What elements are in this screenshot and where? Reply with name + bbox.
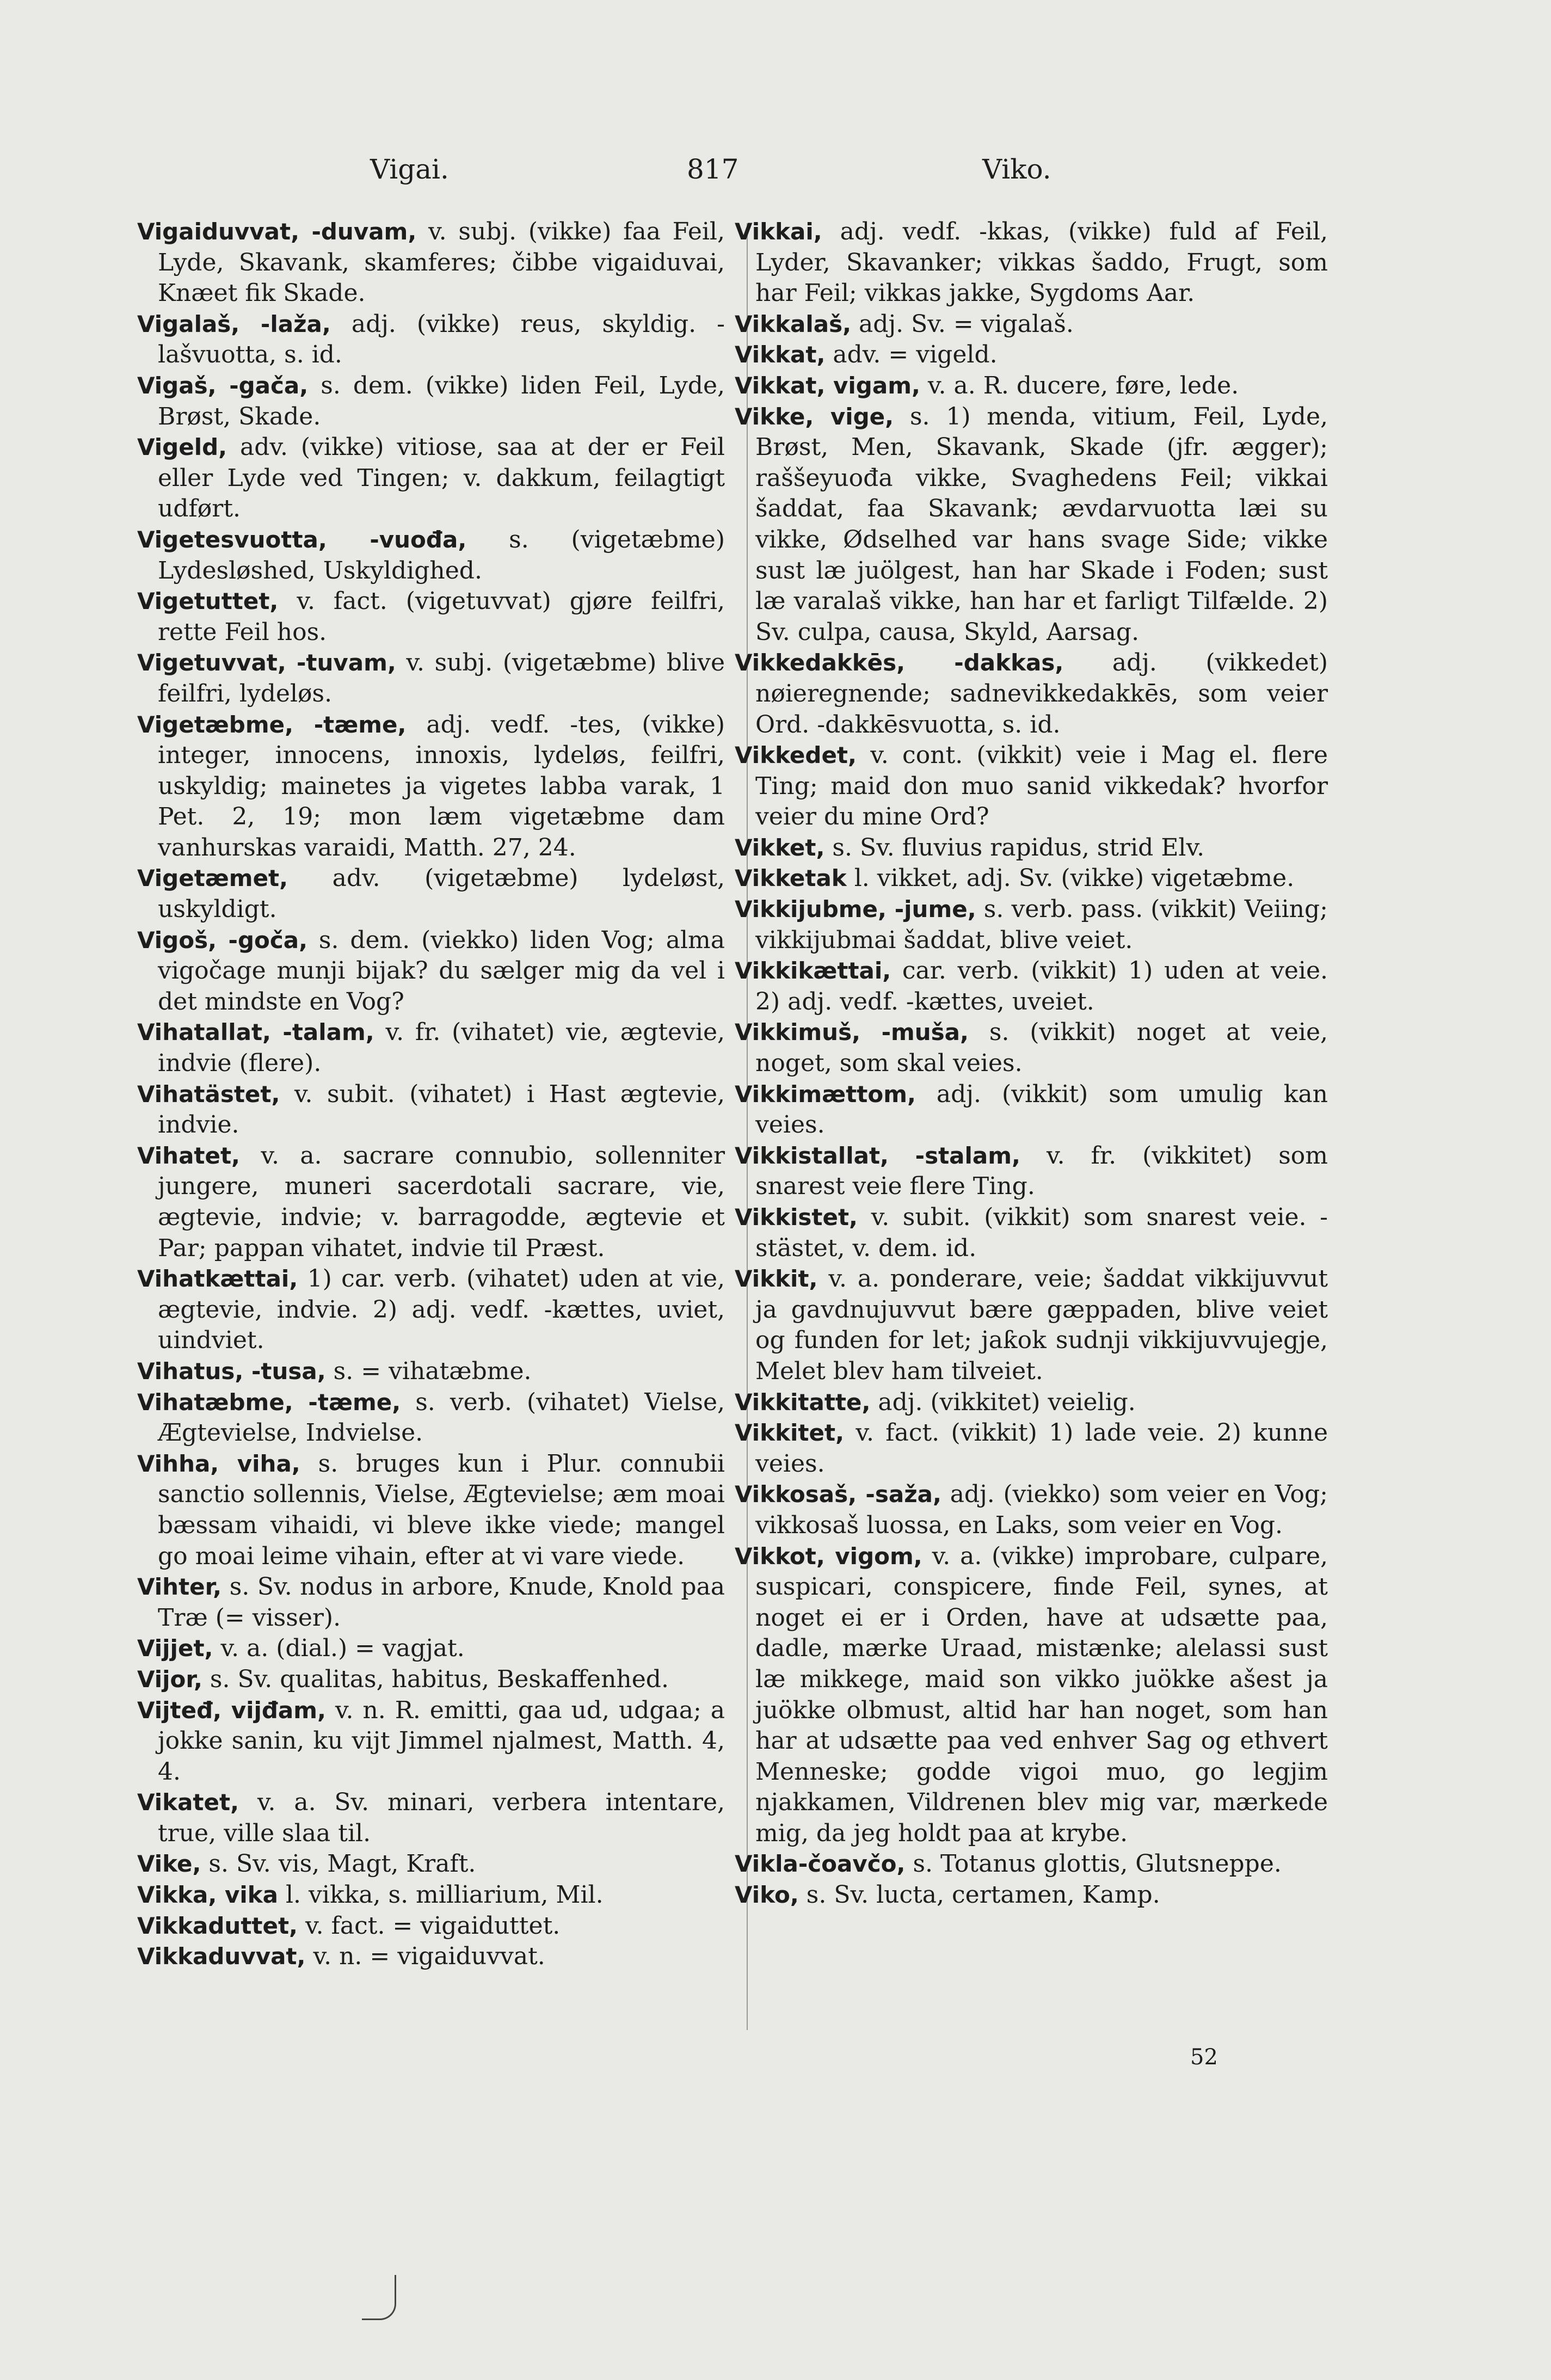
entry-definition: v. a. sacrare connubio, sollenniter jungere, muneri sacerdotali sacrare, vie, ægtevie, indvie; v. barragodde, ægtevie et Par; pappan vihatet, indvie til Præst. xyxy=(158,1141,725,1262)
dictionary-entry xyxy=(137,1387,725,1449)
entry-definition: s. (vigetæbme) Lydesløshed, Uskyldighed. xyxy=(158,525,725,585)
entry-headword: Vikkaduvvat, xyxy=(137,1943,306,1970)
dictionary-entry xyxy=(735,309,1328,340)
dictionary-entry xyxy=(137,1849,725,1880)
entry-definition: s. Totanus glottis, Glutsneppe. xyxy=(905,1850,1282,1878)
entry-headword: Vigetuttet, xyxy=(137,588,279,615)
entry-headword: Vikkaduttet, xyxy=(137,1912,298,1939)
entry-headword: Vikkosaš, -saža, xyxy=(735,1481,941,1508)
dictionary-entry xyxy=(137,1449,725,1572)
dictionary-entry xyxy=(735,1541,1328,1849)
entry-headword: Vijjet, xyxy=(137,1635,213,1662)
entry-headword: Vikkitatte, xyxy=(735,1388,871,1416)
entry-headword: Vikkistallat, -stalam, xyxy=(735,1142,1020,1169)
entry-headword: Vikla-čoavčo, xyxy=(735,1850,906,1878)
entry-headword: Vigetæbme, -tæme, xyxy=(137,711,407,738)
dictionary-entry xyxy=(735,340,1328,371)
entry-definition: 1) car. verb. (vihatet) uden at vie, ægtevie, indvie. 2) adj. vedf. -kættes, uviet, uindviet. xyxy=(158,1265,725,1355)
entry-headword: Vijteđ, vijđam, xyxy=(137,1696,326,1724)
entry-definition: v. n. R. emitti, gaa ud, udgaa; a jokke sanin, ku vijt Jimmel njalmest, Matth. 4, 4. xyxy=(158,1696,725,1786)
dictionary-entry xyxy=(735,833,1328,864)
entry-headword: Vigetæmet, xyxy=(137,865,288,892)
entry-definition: car. verb. (vikkit) 1) uden at veie. 2) adj. vedf. -kættes, uveiet. xyxy=(755,957,1328,1016)
entry-headword: Vihatet, xyxy=(137,1142,240,1169)
entry-definition: v. fact. = vigaiduttet. xyxy=(298,1911,561,1940)
dictionary-entry xyxy=(137,1017,725,1079)
right-column xyxy=(735,217,1328,1911)
entry-headword: Vikkai, xyxy=(735,218,822,245)
dictionary-entry xyxy=(137,1356,725,1387)
dictionary-entry xyxy=(735,1141,1328,1202)
signature-mark: 52 xyxy=(1190,2045,1218,2070)
page-number: 817 xyxy=(687,153,739,185)
dictionary-entry xyxy=(735,863,1328,894)
entry-headword: Vihatus, -tusa, xyxy=(137,1357,326,1385)
entry-headword: Vigaš, -gača, xyxy=(137,372,309,399)
entry-headword: Vikkalaš, xyxy=(735,310,852,337)
entry-definition: v. subj. (vigetæbme) blive feilfri, lydeløs. xyxy=(158,649,725,708)
entry-headword: Vikkimættom, xyxy=(735,1080,916,1108)
dictionary-entry xyxy=(137,1787,725,1849)
entry-headword: Vihter, xyxy=(137,1573,222,1601)
entry-headword: Vikkimuš, -muša, xyxy=(735,1019,969,1046)
entry-definition: s. Sv. qualitas, habitus, Beskaffenhed. xyxy=(202,1665,669,1693)
entry-definition: v. subj. (vikke) faa Feil, Lyde, Skavank, skamferes; čibbe vigaiduvai, Knæet fik Skade. xyxy=(158,218,725,308)
entry-definition: s. dem. (vikke) liden Feil, Lyde, Brøst, Skade. xyxy=(158,371,725,431)
entry-definition: s. bruges kun i Plur. connubii sanctio sollennis, Vielse, Ægtevielse; æm moai bæssam vihaidi, vi bleve ikke viede; mangel go moai leime vihain, efter at vi vare viede. xyxy=(158,1449,725,1570)
dictionary-entry xyxy=(137,1633,725,1664)
dictionary-entry xyxy=(137,525,725,586)
entry-headword: Vikka, vika xyxy=(137,1881,278,1909)
page-header xyxy=(0,153,1551,202)
entry-headword: Vikkot, vigom, xyxy=(735,1542,922,1570)
dictionary-entry xyxy=(735,956,1328,1017)
entry-definition: v. n. = vigaiduvvat. xyxy=(305,1942,545,1971)
dictionary-entry xyxy=(735,1849,1328,1880)
entry-definition: v. fr. (vikkitet) som snarest veie flere Ting. xyxy=(755,1141,1328,1201)
entry-headword: Vihatästet, xyxy=(137,1080,280,1108)
dictionary-entry xyxy=(735,1079,1328,1141)
entry-definition: s. Sv. nodus in arbore, Knude, Knold paa Træ (= visser). xyxy=(158,1573,725,1632)
entry-headword: Vikkedet, xyxy=(735,742,857,769)
dictionary-entry xyxy=(735,1264,1328,1387)
dictionary-entry xyxy=(137,1141,725,1264)
entry-definition: s. Sv. lucta, certamen, Kamp. xyxy=(798,1881,1160,1909)
dictionary-entry xyxy=(137,1264,725,1356)
entry-definition: s. Sv. fluvius rapidus, strid Elv. xyxy=(824,833,1205,862)
entry-headword: Vijor, xyxy=(137,1665,202,1693)
entry-headword: Vigetuvvat, -tuvam, xyxy=(137,649,396,677)
entry-headword: Vihha, viha, xyxy=(137,1450,300,1477)
entry-definition: s. Sv. vis, Magt, Kraft. xyxy=(201,1850,476,1878)
entry-definition: adv. = vigeld. xyxy=(825,341,998,369)
dictionary-entry xyxy=(137,217,725,309)
entry-headword: Vikatet, xyxy=(137,1789,239,1816)
entry-headword: Viko, xyxy=(735,1881,799,1909)
page-bracket-mark xyxy=(362,2275,396,2320)
entry-headword: Vigaiduvvat, -duvam, xyxy=(137,218,417,245)
left-column xyxy=(137,217,725,1972)
entry-headword: Vikkitet, xyxy=(735,1419,845,1447)
entry-headword: Vihatallat, -talam, xyxy=(137,1019,374,1046)
entry-headword: Vigalaš, -laža, xyxy=(137,310,331,337)
entry-definition: adj. (vikkitet) veielig. xyxy=(870,1388,1136,1416)
entry-definition: v. a. Sv. minari, verbera intentare, true, ville slaa til. xyxy=(158,1788,725,1847)
dictionary-entry xyxy=(735,1479,1328,1541)
dictionary-entry xyxy=(137,1664,725,1695)
entry-headword: Vigoš, -goča, xyxy=(137,926,308,954)
entry-definition: adv. (vikke) vitiose, saa at der er Feil eller Lyde ved Tingen; v. dakkum, feilagtigt udført. xyxy=(158,433,725,523)
entry-definition: adj. Sv. = vigalaš. xyxy=(851,310,1074,338)
entry-definition: v. subit. (vikkit) som snarest veie. -stästet, v. dem. id. xyxy=(755,1203,1328,1262)
dictionary-entry xyxy=(137,1572,725,1633)
entry-definition: s. = vihatæbme. xyxy=(325,1357,532,1385)
entry-headword: Vigeld, xyxy=(137,434,227,461)
dictionary-entry xyxy=(137,309,725,371)
entry-definition: s. verb. pass. (vikkit) Veiing; vikkijubmai šaddat, blive veiet. xyxy=(755,895,1328,954)
entry-definition: v. a. (dial.) = vagjat. xyxy=(213,1634,465,1663)
dictionary-entry xyxy=(137,1941,725,1972)
dictionary-entry xyxy=(137,1911,725,1942)
entry-headword: Vikket, xyxy=(735,834,825,861)
dictionary-entry xyxy=(735,740,1328,833)
dictionary-entry xyxy=(735,1017,1328,1079)
entry-definition: s. 1) menda, vitium, Feil, Lyde, Brøst, Men, Skavank, Skade (jfr. ægger); raššeyuođa vikke, Svaghedens Feil; vikkai šaddat, faa Skavank; ævdarvuotta læi su vikke, Ødselhed var hans svage Side; vikke sust læ juölgest, han har Skade i Foden; sust læ varalaš vikke, han har et farligt Tilfælde. 2) Sv. culpa, causa, Skyld, Aarsag. xyxy=(755,402,1328,646)
dictionary-entry xyxy=(735,371,1328,402)
dictionary-entry xyxy=(137,1079,725,1141)
dictionary-entry xyxy=(735,217,1328,309)
dictionary-entry xyxy=(137,432,725,525)
entry-definition: v. a. (vikke) improbare, culpare, suspicari, conspicere, finde Feil, synes, at noget ei er i Orden, have at udsætte paa, dadle, mærke Uraad, mistænke; alelassi sust læ mikkege, maid son vikko juökke ašest ja juökke olbmust, altid har han noget, som han har at udsætte paa ved enhver Sag og ethvert Menneske; godde vigoi muo, go legjim njakkamen, Vildrenen blev mig var, mærkede mig, da jeg holdt paa at krybe. xyxy=(755,1542,1328,1847)
entry-headword: Vikkat, vigam, xyxy=(735,372,920,399)
entry-definition: adj. (viekko) som veier en Vog; vikkosaš luossa, en Laks, som veier en Vog. xyxy=(755,1480,1328,1539)
entry-definition: s. (vikkit) noget at veie, noget, som skal veies. xyxy=(755,1018,1328,1078)
entry-headword: Vikkit, xyxy=(735,1265,818,1293)
dictionary-entry xyxy=(735,894,1328,956)
dictionary-entry xyxy=(137,925,725,1018)
entry-headword: Vikkikættai, xyxy=(735,957,891,985)
entry-headword: Vikkijubme, -jume, xyxy=(735,896,976,923)
entry-headword: Vikketak xyxy=(735,865,847,892)
dictionary-entry xyxy=(137,371,725,432)
entry-definition: adj. (vikkedet) nøieregnende; sadnevikkedakkēs, som veier Ord. -dakkēsvuotta, s. id. xyxy=(755,649,1328,739)
entry-definition: s. verb. (vihatet) Vielse, Ægtevielse, Indvielse. xyxy=(158,1388,725,1447)
entry-definition: v. cont. (vikkit) veie i Mag el. flere Ting; maid don muo sanid vikkedak? hvorfor veier du mine Ord? xyxy=(755,741,1328,831)
entry-definition: v. fact. (vigetuvvat) gjøre feilfri, rette Feil hos. xyxy=(158,587,725,646)
entry-definition: adv. (vigetæbme) lydeløst, uskyldigt. xyxy=(158,864,725,924)
header-first-word: Vigai. xyxy=(370,153,449,185)
entry-definition: v. fr. (vihatet) vie, ægtevie, indvie (flere). xyxy=(158,1018,725,1078)
entry-headword: Vikkedakkēs, -dakkas, xyxy=(735,649,1064,677)
dictionary-entry xyxy=(137,863,725,925)
entry-headword: Vikkat, xyxy=(735,341,826,368)
entry-definition: v. subit. (vihatet) i Hast ægtevie, indvie. xyxy=(158,1080,725,1139)
dictionary-entry xyxy=(735,1202,1328,1264)
entry-headword: Vihatæbme, -tæme, xyxy=(137,1388,401,1416)
entry-definition: l. vikka, s. milliarium, Mil. xyxy=(278,1881,604,1909)
header-last-word: Viko. xyxy=(982,153,1051,185)
entry-definition: adj. (vikkit) som umulig kan veies. xyxy=(755,1080,1328,1139)
dictionary-entry xyxy=(137,648,725,709)
dictionary-entry xyxy=(735,1880,1328,1911)
dictionary-entry xyxy=(137,710,725,864)
entry-definition: adj. vedf. -tes, (vikke) integer, innocens, innoxis, lydeløs, feilfri, uskyldig; mainetes ja vigetes labba varak, 1 Pet. 2, 19; mon læm vigetæbme dam vanhurskas varaidi, Matth. 27, 24. xyxy=(158,710,725,862)
entry-headword: Vike, xyxy=(137,1850,201,1878)
entry-headword: Vikke, vige, xyxy=(735,403,894,430)
entry-headword: Vikkistet, xyxy=(735,1204,858,1231)
entry-definition: v. a. ponderare, veie; šaddat vikkijuvvut ja gavdnujuvvut bære gæppaden, blive veiet og funden for let; jaƙok sudnji vikkijuvvujegje, Melet blev ham tilveiet. xyxy=(755,1265,1328,1385)
entry-definition: s. dem. (viekko) liden Vog; alma vigočage munji bijak? du sælger mig da vel i det mindste en Vog? xyxy=(158,926,725,1016)
entry-definition: l. vikket, adj. Sv. (vikke) vigetæbme. xyxy=(846,864,1295,893)
entry-headword: Vigetesvuotta, -vuođa, xyxy=(137,526,467,553)
dictionary-entry xyxy=(735,648,1328,740)
entry-definition: v. fact. (vikkit) 1) lade veie. 2) kunne veies. xyxy=(755,1419,1328,1478)
dictionary-entry xyxy=(137,1695,725,1788)
dictionary-entry xyxy=(137,586,725,648)
entry-definition: adj. (vikke) reus, skyldig. -lašvuotta, s. id. xyxy=(158,310,725,369)
entry-definition: adj. vedf. -kkas, (vikke) fuld af Feil, Lyder, Skavanker; vikkas šaddo, Frugt, som har Feil; vikkas jakke, Sygdoms Aar. xyxy=(755,218,1328,308)
entry-definition: v. a. R. ducere, føre, lede. xyxy=(920,371,1239,399)
dictionary-entry xyxy=(137,1880,725,1911)
dictionary-entry xyxy=(735,1418,1328,1479)
dictionary-entry xyxy=(735,1387,1328,1418)
entry-headword: Vihatkættai, xyxy=(137,1265,298,1293)
dictionary-entry xyxy=(735,402,1328,648)
